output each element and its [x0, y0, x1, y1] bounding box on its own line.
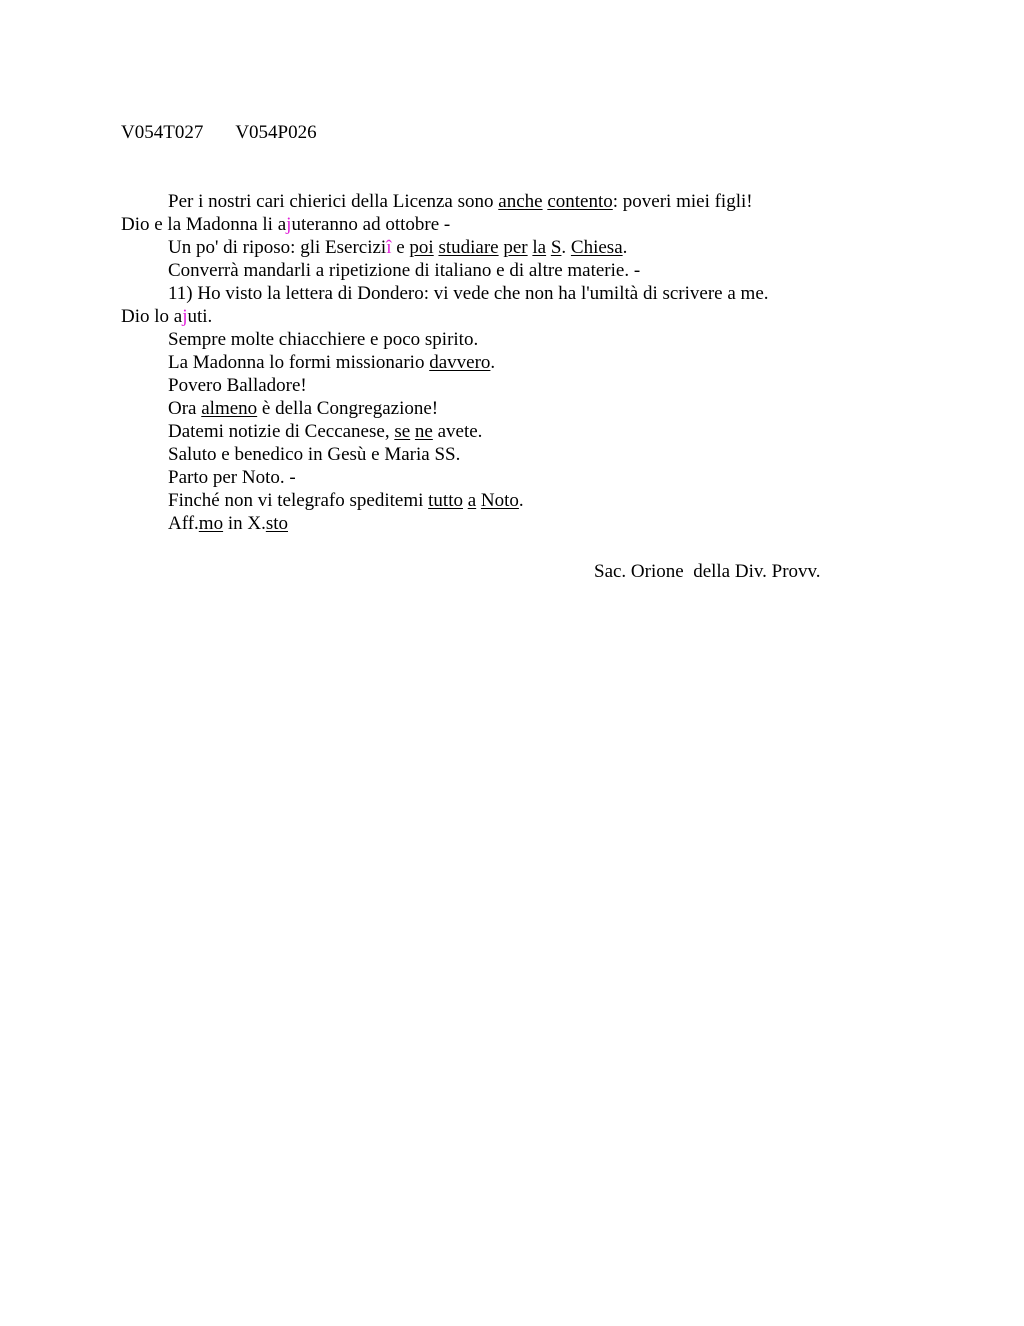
- underlined-word: Noto: [480, 490, 519, 511]
- signature: Sac. Orione della Div. Provv.: [594, 561, 821, 582]
- text-run: Un po' di riposo: gli Esercizi: [168, 237, 387, 258]
- underlined-word: per: [503, 237, 528, 258]
- editorial-mark: î: [386, 237, 392, 258]
- text-run: .: [561, 237, 571, 258]
- underlined-word: se: [394, 421, 411, 442]
- text-run: Saluto e benedico in Gesù e Maria SS.: [168, 444, 461, 465]
- paragraph-line: [121, 305, 841, 328]
- underlined-word: davvero: [429, 352, 491, 373]
- text-run: avete.: [432, 421, 483, 442]
- text-run: uti.: [187, 306, 213, 327]
- underlined-word: tutto: [428, 490, 463, 511]
- paragraph-line: [121, 351, 841, 374]
- text-run: Ora: [168, 398, 202, 419]
- text-run: Povero Balladore!: [168, 375, 307, 396]
- text-run: Converrà mandarli a ripetizione di italiano e di altre materie. -: [168, 260, 641, 281]
- paragraph-line: [121, 466, 841, 489]
- letter-body: [121, 190, 841, 535]
- underlined-word: almeno: [201, 398, 258, 419]
- paragraph-line: [121, 397, 841, 420]
- text-run: .: [518, 490, 524, 511]
- text-run: Per i nostri cari chierici della Licenza sono: [168, 191, 499, 212]
- paragraph-line: [121, 374, 841, 397]
- paragraph-line: [121, 213, 841, 236]
- text-run: uteranno ad ottobre -: [291, 214, 451, 235]
- underlined-word: studiare: [438, 237, 499, 258]
- text-run: e: [391, 237, 410, 258]
- paragraph-line: [121, 282, 841, 305]
- underlined-word: anche: [498, 191, 543, 212]
- text-run: è della Congregazione!: [257, 398, 439, 419]
- paragraph-line: [121, 236, 841, 259]
- text-run: Aff.: [168, 513, 199, 534]
- text-run: Dio e la Madonna li a: [121, 214, 287, 235]
- editorial-mark: j: [182, 306, 188, 327]
- text-run: .: [490, 352, 496, 373]
- text-run: Datemi notizie di Ceccanese,: [168, 421, 395, 442]
- underlined-word: contento: [547, 191, 613, 212]
- volume-page-code: V054P026: [235, 122, 317, 143]
- underlined-word: mo: [198, 513, 224, 534]
- text-run: Dio lo a: [121, 306, 183, 327]
- paragraph-line: [121, 443, 841, 466]
- paragraph-line: [121, 190, 841, 213]
- underlined-word: poi: [409, 237, 434, 258]
- document-codes: [121, 121, 317, 144]
- closing-line: [121, 512, 841, 535]
- text-run: Sempre molte chiacchiere e poco spirito.: [168, 329, 479, 350]
- paragraph-line: [121, 489, 841, 512]
- text-run: 11) Ho visto la lettera di Dondero: vi vede che non ha l'umiltà di scrivere a me.: [168, 283, 769, 304]
- text-run: in X.: [223, 513, 266, 534]
- text-run: : poveri miei figli!: [612, 191, 753, 212]
- underlined-word: sto: [265, 513, 289, 534]
- underlined-word: la: [532, 237, 547, 258]
- text-run: .: [622, 237, 628, 258]
- paragraph-line: [121, 259, 841, 282]
- underlined-word: S: [550, 237, 562, 258]
- text-run: Parto per Noto. -: [168, 467, 296, 488]
- volume-text-code: V054T027: [121, 122, 204, 143]
- editorial-mark: j: [286, 214, 292, 235]
- underlined-word: Chiesa: [570, 237, 623, 258]
- paragraph-line: [121, 328, 841, 351]
- paragraph-line: [121, 420, 841, 443]
- underlined-word: ne: [414, 421, 433, 442]
- text-run: Finché non vi telegrafo speditemi: [168, 490, 429, 511]
- underlined-word: a: [467, 490, 477, 511]
- text-run: La Madonna lo formi missionario: [168, 352, 430, 373]
